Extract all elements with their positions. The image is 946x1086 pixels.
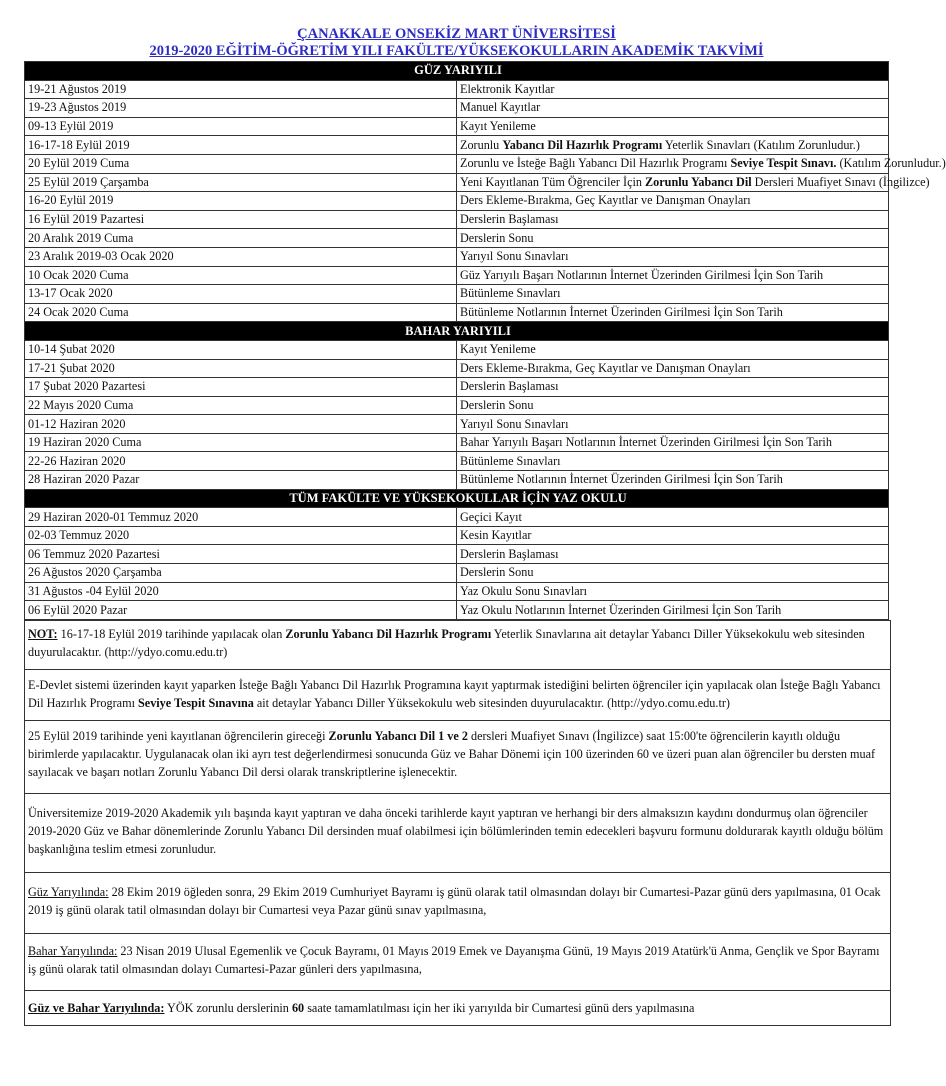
table-row [25,601,889,620]
date-cell: 26 Ağustos 2020 Çarşamba [25,564,457,583]
table-row [25,80,889,99]
event-cell: Ders Ekleme-Bırakma, Geç Kayıtlar ve Danışman Onayları [457,192,889,211]
date-cell: 23 Aralık 2019-03 Ocak 2020 [25,247,457,266]
table-row [25,415,889,434]
date-cell: 19-21 Ağustos 2019 [25,80,457,99]
event-text: Zorunlu ve İsteğe Bağlı Yabancı Dil Hazırlık Programı [460,156,731,171]
event-cell [457,173,930,192]
event-cell: Kayıt Yenileme [457,340,889,359]
event-cell [457,136,889,155]
date-cell: 10 Ocak 2020 Cuma [25,266,457,285]
table-row [25,136,889,155]
university-title: ÇANAKKALE ONSEKİZ MART ÜNİVERSİTESİ [297,26,616,42]
event-cell: Derslerin Sonu [457,564,889,583]
note-text: 23 Nisan 2019 Ulusal Egemenlik ve Çocuk Bayramı, 01 Mayıs 2019 Emek ve Dayanışma Günü, 19 Mayıs 2019 Atatürk'ü Anma, Gençlik ve Spor Bayramı iş günü olarak tatil olmasından dolayı Cumartesi-Pazar günleri ders yapılmasına, [28,943,880,976]
event-text: Yeni Kayıtlanan Tüm Öğrenciler İçin [460,174,646,189]
date-cell: 22-26 Haziran 2020 [25,452,457,471]
event-cell: Yaz Okulu Sonu Sınavları [457,582,889,601]
event-cell: Kesin Kayıtlar [457,526,889,545]
note-text: Üniversitemize 2019-2020 Akademik yılı başında kayıt yaptıran ve daha önceki tarihlerde kayıt yaptıran ve herhangi bir ders almaksızın kaydını dondurmuş olan öğrenciler 2019-2020 Güz ve Bahar dönemlerinde Zorunlu Yabancı Dil dersinden muaf olabilmesi için bölümlerinden temin edecekleri başvuru formunu doldurarak kayıtlı olduğu bölüm başkanlığına teslim etmesi zorunludur. [28,805,884,856]
note-exam-info [25,620,890,669]
event-cell: Derslerin Sonu [457,396,889,415]
note-label: Güz Yarıyılında: [28,884,109,899]
note-text: 28 Ekim 2019 öğleden sonra, 29 Ekim 2019 Cumhuriyet Bayramı iş günü olarak tatil olmasından dolayı bir Cumartesi-Pazar günü ders yapılmasına, 01 Ocak 2019 iş günü olarak tatil olmasından dolayı bir Cumartesi veya Pazar günü sınav yapılmasına, [28,884,881,917]
table-row [25,210,889,229]
date-cell: 31 Ağustos -04 Eylül 2020 [25,582,457,601]
note-label: Güz ve Bahar Yarıyılında: [28,1000,165,1015]
table-row [25,192,889,211]
date-cell: 19-23 Ağustos 2019 [25,99,457,118]
date-cell: 19 Haziran 2020 Cuma [25,433,457,452]
event-text-bold: Seviye Tespit Sınavı. [730,156,837,171]
date-cell: 16-20 Eylül 2019 [25,192,457,211]
table-row [25,266,889,285]
note-spring-holidays [25,933,890,990]
event-cell: Yaz Okulu Notlarının İnternet Üzerinden Girilmesi İçin Son Tarih [457,601,889,620]
event-cell: Bahar Yarıyılı Başarı Notlarının İnternet Üzerinden Girilmesi İçin Son Tarih [457,433,889,452]
table-row [25,229,889,248]
event-cell: Elektronik Kayıtlar [457,80,889,99]
table-row [25,471,889,490]
event-cell: Bütünleme Notlarının İnternet Üzerinden Girilmesi İçin Son Tarih [457,303,889,322]
event-cell: Manuel Kayıtlar [457,99,889,118]
table-row [25,526,889,545]
date-cell: 16-17-18 Eylül 2019 [25,136,457,155]
table-row [25,173,889,192]
event-cell: Bütünleme Sınavları [457,285,889,304]
note-text: saate tamamlatılması için her iki yarıyılda bir Cumartesi günü ders yapılmasına [304,1000,695,1015]
note-text: Yeterlik Sınavlarına ait detaylar Yabancı Diller Yüksekokulu web sitesinden duyurulacaktır. (http://ydyo.comu.edu.tr) [28,626,865,659]
note-text: 16-17-18 Eylül 2019 tarihinde yapılacak olan [57,626,286,641]
table-row [25,154,889,173]
note-text: 25 Eylül 2019 tarihinde yeni kayıtlanan öğrencilerin gireceği [28,728,329,743]
date-cell: 13-17 Ocak 2020 [25,285,457,304]
event-text: Dersleri Muafiyet Sınavı (İngilizce) [751,174,930,189]
table-row [25,303,889,322]
date-cell: 17 Şubat 2020 Pazartesi [25,378,457,397]
date-cell: 29 Haziran 2020-01 Temmuz 2020 [25,508,457,527]
note-text-bold: 60 [291,1000,305,1015]
event-cell: Yarıyıl Sonu Sınavları [457,415,889,434]
date-cell: 06 Temmuz 2020 Pazartesi [25,545,457,564]
date-cell: 09-13 Eylül 2019 [25,117,457,136]
note-text: YÖK zorunlu derslerinin [164,1000,292,1015]
date-cell: 17-21 Şubat 2020 [25,359,457,378]
date-cell: 10-14 Şubat 2020 [25,340,457,359]
date-cell: 02-03 Temmuz 2020 [25,526,457,545]
academic-calendar-page [24,26,946,1026]
table-row [25,545,889,564]
event-cell: Bütünleme Sınavları [457,452,889,471]
event-cell: Derslerin Başlaması [457,210,889,229]
note-label: Bahar Yarıyılında: [28,943,118,958]
event-cell: Kayıt Yenileme [457,117,889,136]
date-cell: 28 Haziran 2020 Pazar [25,471,457,490]
date-cell: 20 Eylül 2019 Cuma [25,154,457,173]
date-cell: 20 Aralık 2019 Cuma [25,229,457,248]
event-cell: Derslerin Sonu [457,229,889,248]
table-row [25,396,889,415]
event-cell [457,154,946,173]
table-row [25,340,889,359]
event-cell: Geçici Kayıt [457,508,889,527]
note-text-bold: Seviye Tespit Sınavına [138,695,254,710]
event-text-bold: Yabancı Dil Hazırlık Programı [502,137,663,152]
event-cell: Güz Yarıyılı Başarı Notlarının İnternet Üzerinden Girilmesi İçin Son Tarih [457,266,889,285]
note-label: NOT: [28,626,58,641]
note-text: ait detaylar Yabancı Diller Yüksekokulu web sitesinden duyurulacaktır. (http://ydyo.comu.edu.tr) [253,695,730,710]
note-yok-courses [25,990,890,1025]
date-cell: 16 Eylül 2019 Pazartesi [25,210,457,229]
section-header-summer: TÜM FAKÜLTE VE YÜKSEKOKULLAR İÇİN YAZ OKULU [25,489,889,508]
event-cell: Ders Ekleme-Bırakma, Geç Kayıtlar ve Danışman Onayları [457,359,889,378]
calendar-table [24,61,946,620]
note-fall-holidays [25,872,890,933]
table-row [25,564,889,583]
date-cell: 06 Eylül 2020 Pazar [25,601,457,620]
table-row [25,452,889,471]
table-row [25,359,889,378]
note-text: E-Devlet sistemi üzerinden kayıt yaparken İsteğe Bağlı Yabancı Dil Hazırlık Programına kayıt yaptırmak istediğini belirten öğrenciler için yapılacak olan İsteğe Bağlı Yabancı Dil Hazırlık Programı [28,677,881,710]
table-row [25,582,889,601]
date-cell: 24 Ocak 2020 Cuma [25,303,457,322]
section-header-spring: BAHAR YARIYILI [25,322,889,341]
note-edevlet [25,669,890,720]
table-row [25,247,889,266]
note-text-bold: Zorunlu Yabancı Dil 1 ve 2 [328,728,468,743]
table-row [25,378,889,397]
event-text-bold: Zorunlu Yabancı Dil [645,174,752,189]
note-text: dersleri Muafiyet Sınavı (İngilizce) saat 15:00'te öğrencilerin kayıtlı olduğu birimlerde yapılacaktır. Uygulanacak olan iki ayrı test değerlendirmesi sonucunda Güz ve Bahar Dönemi için 100 üzerinden 60 ve üzeri puan alan öğrenciler bu dersten muaf sayılacak ve başarı notları Zorunlu Yabancı Dil dersi olarak transkriptlerine işlenecektir. [28,728,876,779]
date-cell: 01-12 Haziran 2020 [25,415,457,434]
table-row [25,99,889,118]
calendar-title: 2019-2020 EĞİTİM-ÖĞRETİM YILI FAKÜLTE/YÜKSEKOKULLARIN AKADEMİK TAKVİMİ [149,43,764,59]
table-row [25,508,889,527]
event-text: Zorunlu [460,137,503,152]
event-cell: Bütünleme Notlarının İnternet Üzerinden Girilmesi İçin Son Tarih [457,471,889,490]
event-cell: Derslerin Başlaması [457,545,889,564]
date-cell: 22 Mayıs 2020 Cuma [25,396,457,415]
event-cell: Yarıyıl Sonu Sınavları [457,247,889,266]
date-cell: 25 Eylül 2019 Çarşamba [25,173,457,192]
table-row [25,433,889,452]
event-text: (Katılım Zorunludur.) [836,156,946,171]
note-exemption-exam [25,720,890,793]
event-cell: Derslerin Başlaması [457,378,889,397]
note-text-bold: Zorunlu Yabancı Dil Hazırlık Programı [285,626,492,641]
table-row [25,117,889,136]
note-exemption-application [25,793,890,872]
table-row [25,285,889,304]
notes-section [24,620,891,1026]
event-text: Yeterlik Sınavları (Katılım Zorunludur.) [662,137,860,152]
section-header-fall: GÜZ YARIYILI [25,62,889,81]
